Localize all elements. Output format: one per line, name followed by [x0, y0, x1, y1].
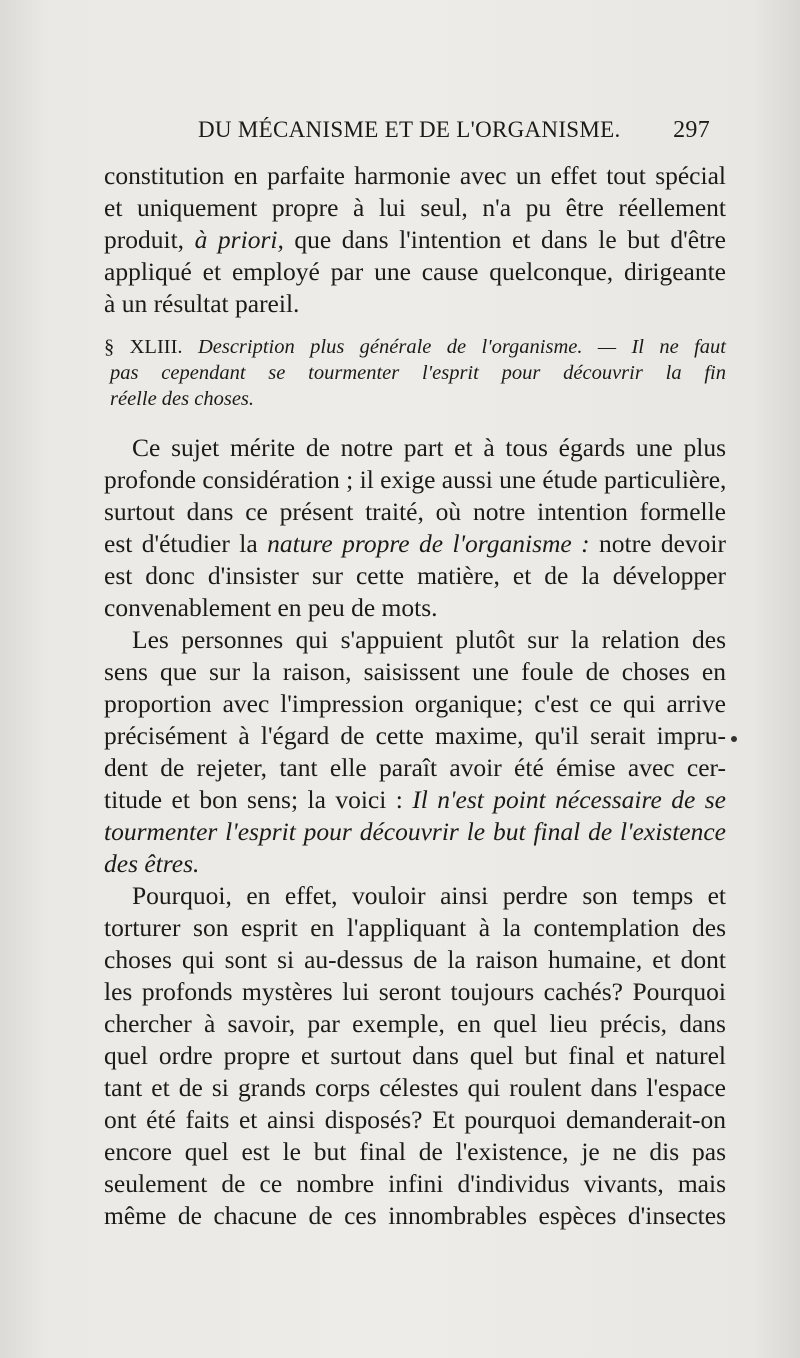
text-line: Ce sujet mérite de notre part et à tous égards une plus [132, 433, 726, 462]
text-line: quel ordre propre et surtout dans quel but final et naturel [104, 1041, 726, 1070]
paragraph [104, 160, 726, 320]
paragraph [104, 880, 726, 1232]
text-line: profonde considération ; il exige aussi une étude particulière, [104, 465, 727, 494]
heading-title: pas cependant se tourmenter l'esprit pour découvrir la fin [110, 362, 726, 384]
text-line: Pourquoi, en effet, vouloir ainsi perdre son temps et [132, 881, 726, 910]
italic-run: à priori, [194, 225, 284, 254]
text-line: précisément à l'égard de cette maxime, qu'il serait impru- [104, 721, 726, 750]
text-run: est d'étudier la [104, 529, 268, 558]
text-line: appliqué et employé par une cause quelconque, dirigeante [104, 257, 726, 286]
text-line: seulement de ce nombre infini d'individus vivants, mais [104, 1169, 726, 1198]
text-line: sens que sur la raison, saisissent une foule de choses en [104, 657, 726, 686]
text-line: dent de rejeter, tant elle paraît avoir été émise avec cer- [104, 753, 726, 782]
text-line: encore quel est le but final de l'existence, je ne dis pas [104, 1137, 726, 1166]
heading-line [104, 386, 726, 412]
text-run: notre devoir [589, 529, 726, 558]
paragraph [104, 624, 726, 880]
text-run: produit, [104, 225, 195, 254]
text-run: que dans l'intention et dans le but d'être [283, 225, 726, 254]
text-line: et uniquement propre à lui seul, n'a pu être réellement [104, 193, 726, 222]
text-line [104, 784, 726, 816]
text-line: tant et de si grands corps célestes qui roulent dans l'espace [104, 1073, 726, 1102]
text-line: est donc d'insister sur cette matière, et de la développer [104, 561, 726, 590]
text-line: les profonds mystères lui seront toujours cachés? Pourquoi [104, 977, 726, 1006]
text-line: même de chacune de ces innombrables espèces d'insectes [104, 1201, 726, 1230]
text-line [104, 848, 726, 880]
page-number: 297 [673, 117, 710, 143]
text-line: proportion avec l'impression organique; c'est ce qui arrive [104, 689, 726, 718]
italic-run: Il n'est point nécessaire de se [412, 785, 726, 814]
paragraph [104, 432, 726, 624]
text-line: constitution en parfaite harmonie avec un effet tout spécial [104, 161, 726, 190]
text-line: torturer son esprit en l'appliquant à la contemplation des [104, 913, 726, 942]
section-number: § XLIII. [104, 336, 183, 358]
text-line [104, 816, 726, 848]
text-line: ont été faits et ainsi disposés? Et pourquoi demanderait-on [104, 1105, 726, 1134]
heading-title: Description plus générale de l'organisme. — Il ne faut [197, 336, 727, 358]
heading-title: réelle des choses. [110, 388, 255, 410]
ink-speck [731, 736, 737, 742]
text-line [104, 528, 726, 560]
running-head-title: DU MÉCANISME ET DE L'ORGANISME. [198, 117, 621, 142]
text-line: surtout dans ce présent traité, où notre intention formelle [104, 497, 726, 526]
text-line: chercher à savoir, par exemple, en quel lieu précis, dans [104, 1009, 726, 1038]
italic-run: nature propre de l'organisme : [267, 529, 590, 558]
italic-run: des êtres. [104, 849, 200, 878]
text-line: à un résultat pareil. [104, 289, 300, 318]
body-text [104, 160, 726, 1232]
text-line: Les personnes qui s'appuient plutôt sur la relation des [132, 625, 726, 654]
heading-line [104, 360, 726, 386]
text-line: choses qui sont si au-dessus de la raison humaine, et dont [104, 945, 726, 974]
italic-run: tourmenter l'esprit pour découvrir le but final de l'existence [104, 817, 726, 846]
heading-line [104, 334, 726, 360]
running-head [198, 117, 710, 157]
text-line [104, 224, 726, 256]
text-line: convenablement en peu de mots. [104, 593, 438, 622]
text-run: titude et bon sens; la voici : [104, 785, 413, 814]
section-heading [104, 334, 726, 412]
